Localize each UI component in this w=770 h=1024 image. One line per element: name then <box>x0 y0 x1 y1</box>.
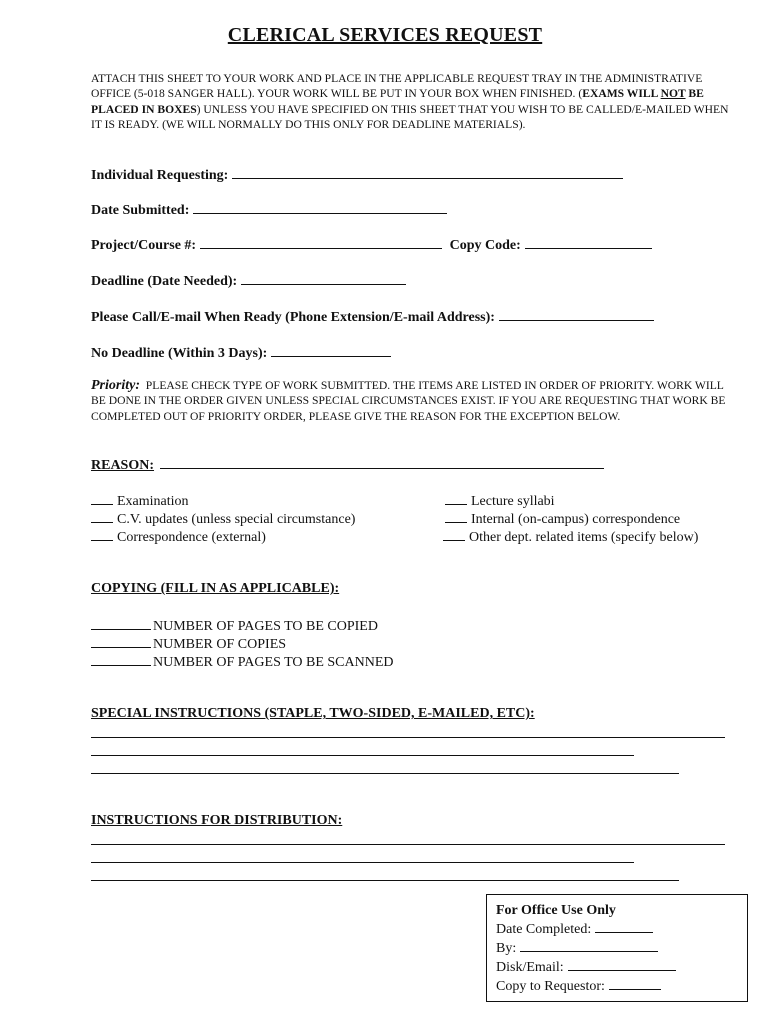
work-type-label: C.V. updates (unless special circumstance) <box>117 512 356 527</box>
work-type-label: Lecture syllabi <box>471 494 555 509</box>
work-type-label: Correspondence (external) <box>117 530 266 545</box>
reason-field[interactable] <box>160 455 604 469</box>
date-completed-field[interactable] <box>595 920 653 933</box>
by-label: By: <box>496 941 517 956</box>
checkbox-blank[interactable] <box>91 528 113 541</box>
disk-email-label: Disk/Email: <box>496 960 564 975</box>
intro-text-2: ) UNLESS YOU HAVE SPECIFIED ON THIS SHEET THAT YOU WISH TO BE CALLED/E-MAILED WHEN IT IS READY. (WE WILL NORMALLY DO THIS ONLY FOR DEADLINE MATERIALS). <box>91 102 729 132</box>
deadline-label: Deadline (Date Needed): <box>91 274 238 289</box>
special-instructions-line-2[interactable] <box>91 755 634 756</box>
individual-requesting-label: Individual Requesting: <box>91 168 229 183</box>
date-completed-label: Date Completed: <box>496 922 592 937</box>
by-row <box>496 939 738 958</box>
work-type-internal-correspondence[interactable] <box>445 510 680 528</box>
number-of-copies-field[interactable] <box>91 635 151 648</box>
no-deadline-row <box>91 343 391 362</box>
copying-row-label: NUMBER OF COPIES <box>153 637 287 652</box>
date-submitted-field[interactable] <box>193 200 447 214</box>
no-deadline-field[interactable] <box>271 343 391 357</box>
office-use-title: For Office Use Only <box>496 903 616 918</box>
priority-paragraph <box>91 378 741 424</box>
checkbox-blank[interactable] <box>91 492 113 505</box>
project-course-field[interactable] <box>200 235 442 249</box>
form-title: CLERICAL SERVICES REQUEST <box>227 24 543 46</box>
disk-email-field[interactable] <box>568 958 676 971</box>
individual-requesting-field[interactable] <box>232 165 623 179</box>
copy-to-requestor-label: Copy to Requestor: <box>496 979 605 994</box>
reason-row <box>91 455 604 474</box>
please-call-field[interactable] <box>499 307 654 321</box>
checkbox-blank[interactable] <box>443 528 465 541</box>
date-submitted-row <box>91 200 447 219</box>
office-use-box <box>486 894 748 1002</box>
distribution-line-3[interactable] <box>91 880 679 881</box>
intro-text-1: ATTACH THIS SHEET TO YOUR WORK AND PLACE IN THE APPLICABLE REQUEST TRAY IN THE ADMINISTRATIVE OFFICE (5-018 SANGER HALL). YOUR WORK WILL BE PUT IN YOUR BOX WHEN FINISHED. ( <box>91 72 703 101</box>
distribution-line-2[interactable] <box>91 862 634 863</box>
deadline-field[interactable] <box>241 271 406 285</box>
please-call-label: Please Call/E-mail When Ready (Phone Extension/E-mail Address): <box>91 310 495 325</box>
date-completed-row <box>496 920 738 939</box>
priority-text: PLEASE CHECK TYPE OF WORK SUBMITTED. THE ITEMS ARE LISTED IN ORDER OF PRIORITY. WORK WILL BE DONE IN THE ORDER GIVEN UNLESS SPECIAL CIRCUMSTANCES EXIST. IF YOU ARE REQUESTING THAT WORK BE COMPLETED OUT OF PRIORITY ORDER, PLEASE GIVE THE REASON FOR THE EXCEPTION BELOW. <box>91 379 726 423</box>
instructions-paragraph <box>91 71 741 133</box>
work-type-cv-updates[interactable] <box>91 510 355 528</box>
copying-row-number-of-copies <box>91 635 286 653</box>
checkbox-blank[interactable] <box>91 510 113 523</box>
disk-email-row <box>496 958 738 977</box>
intro-bold-2: BE PLACED IN BOXES <box>91 87 704 116</box>
work-type-other-dept[interactable] <box>443 528 698 546</box>
special-instructions-heading: SPECIAL INSTRUCTIONS (STAPLE, TWO-SIDED, E-MAILED, ETC): <box>91 706 535 721</box>
distribution-line-1[interactable] <box>91 844 725 845</box>
project-course-label: Project/Course #: <box>91 238 197 253</box>
work-type-label: Other dept. related items (specify below) <box>469 530 699 545</box>
individual-requesting-row <box>91 165 623 184</box>
priority-label: Priority: <box>91 378 140 393</box>
copy-code-field[interactable] <box>525 235 652 249</box>
date-submitted-label: Date Submitted: <box>91 203 190 218</box>
project-course-row <box>91 235 652 254</box>
deadline-row <box>91 271 406 290</box>
checkbox-blank[interactable] <box>445 510 467 523</box>
copy-to-requestor-row <box>496 977 738 996</box>
work-type-label: Examination <box>117 494 189 509</box>
please-call-row <box>91 307 654 326</box>
no-deadline-label: No Deadline (Within 3 Days): <box>91 346 268 361</box>
copying-heading: COPYING (FILL IN AS APPLICABLE): <box>91 581 340 596</box>
work-type-lecture-syllabi[interactable] <box>445 492 555 510</box>
by-field[interactable] <box>520 939 658 952</box>
copying-row-pages-scanned <box>91 653 394 671</box>
copying-row-label: NUMBER OF PAGES TO BE SCANNED <box>153 655 394 670</box>
work-type-label: Internal (on-campus) correspondence <box>471 512 681 527</box>
work-type-examination[interactable] <box>91 492 189 510</box>
pages-scanned-field[interactable] <box>91 653 151 666</box>
work-type-correspondence-external[interactable] <box>91 528 266 546</box>
intro-bold-1: EXAMS WILL <box>582 87 661 101</box>
distribution-heading: INSTRUCTIONS FOR DISTRIBUTION: <box>91 813 343 828</box>
special-instructions-line-3[interactable] <box>91 773 679 774</box>
checkbox-blank[interactable] <box>445 492 467 505</box>
copy-code-label: Copy Code: <box>449 238 521 253</box>
copying-row-pages-copied <box>91 617 378 635</box>
special-instructions-line-1[interactable] <box>91 737 725 738</box>
pages-copied-field[interactable] <box>91 617 151 630</box>
reason-label: REASON: <box>91 458 155 473</box>
intro-bold-not: NOT <box>660 87 686 101</box>
copying-row-label: NUMBER OF PAGES TO BE COPIED <box>153 619 378 634</box>
copy-to-requestor-field[interactable] <box>609 977 661 990</box>
